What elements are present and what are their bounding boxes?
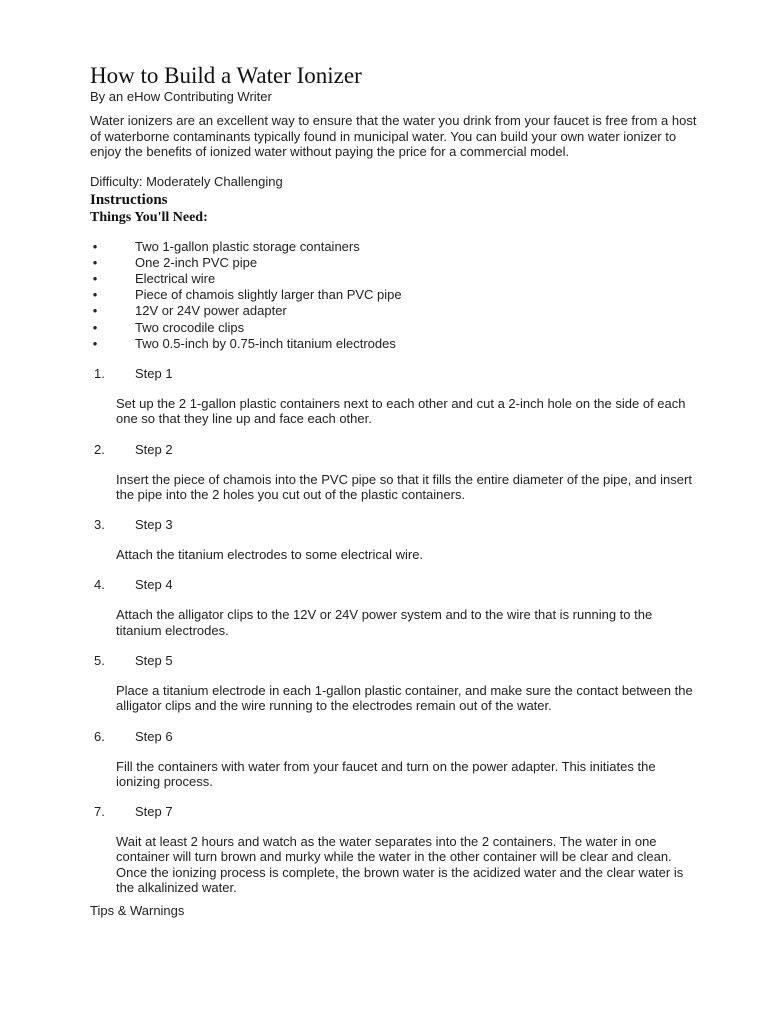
intro-paragraph: Water ionizers are an excellent way to ensure that the water you drink from your faucet is free from a host of waterborne contaminants typically found in municipal water. You can build your own water ionizer to enjoy the benefits of ionized water without paying the price for a commercial model. — [90, 113, 697, 159]
step-label: Step 4 — [135, 577, 173, 593]
list-item-text: Electrical wire — [135, 270, 216, 286]
step-header — [90, 653, 700, 669]
step-item-7 — [90, 804, 700, 895]
tips-heading: Tips & Warnings — [90, 903, 185, 919]
step-number: 1. — [94, 365, 105, 381]
step-header — [90, 517, 700, 533]
step-header — [90, 442, 700, 458]
step-item-5 — [90, 653, 700, 714]
bullet-icon: • — [92, 303, 98, 319]
bullet-icon: • — [92, 319, 98, 335]
step-number: 4. — [94, 577, 105, 593]
step-header — [90, 804, 700, 820]
list-item-text: Piece of chamois slightly larger than PVC pipe — [135, 287, 402, 303]
step-item-4 — [90, 577, 700, 638]
list-item-text: 12V or 24V power adapter — [135, 303, 287, 319]
list-item-text: Two 0.5-inch by 0.75-inch titanium electrodes — [135, 335, 396, 351]
list-item — [90, 320, 700, 336]
list-item-text: Two crocodile clips — [135, 319, 245, 335]
step-label: Step 1 — [135, 365, 173, 381]
step-label: Step 5 — [135, 653, 173, 668]
things-needed-heading: Things You'll Need: — [90, 209, 208, 225]
step-label: Step 3 — [135, 517, 173, 533]
step-number: 5. — [94, 653, 105, 668]
step-header — [90, 577, 700, 593]
list-item — [90, 271, 700, 287]
step-header — [90, 729, 700, 745]
step-number: 3. — [94, 517, 105, 533]
instructions-heading: Instructions — [90, 191, 168, 208]
step-label: Step 7 — [135, 804, 173, 820]
document-page — [90, 62, 700, 919]
byline: By an eHow Contributing Writer — [90, 89, 272, 104]
list-item — [90, 336, 700, 352]
step-text: Set up the 2 1-gallon plastic containers next to each other and cut a 2-inch hole on the side of each one so that they line up and face each other. — [116, 395, 686, 427]
list-item — [90, 239, 700, 255]
step-text: Attach the alligator clips to the 12V or 24V power system and to the wire that is running to the titanium electrodes. — [116, 607, 653, 638]
step-label: Step 2 — [135, 441, 173, 457]
step-header — [90, 366, 700, 382]
step-item-6 — [90, 729, 700, 790]
steps-list — [90, 366, 700, 895]
bullet-icon: • — [92, 270, 98, 286]
step-number: 6. — [94, 728, 105, 744]
step-text: Attach the titanium electrodes to some electrical wire. — [116, 547, 424, 563]
difficulty-line: Difficulty: Moderately Challenging — [90, 173, 283, 189]
step-number: 7. — [94, 804, 105, 820]
step-text: Insert the piece of chamois into the PVC pipe so that it fills the entire diameter of the pipe, and insert the pipe into the 2 holes you cut out of the plastic containers. — [116, 471, 692, 502]
list-item-text: Two 1-gallon plastic storage containers — [135, 238, 360, 254]
bullet-icon: • — [92, 287, 98, 303]
bullet-icon: • — [92, 335, 98, 351]
bullet-icon: • — [92, 238, 98, 254]
step-label: Step 6 — [135, 728, 173, 744]
things-needed-list — [90, 239, 700, 352]
bullet-icon: • — [92, 254, 98, 270]
step-item-2 — [90, 442, 700, 503]
list-item — [90, 255, 700, 271]
step-item-1 — [90, 366, 700, 427]
step-text: Wait at least 2 hours and watch as the water separates into the 2 containers. The water in one container will turn brown and murky while the water in the other container will be clear and clean. Once the ionizing process is complete, the brown water is the acidized water and the clear water is the alkalinized water. — [116, 834, 684, 896]
list-item — [90, 303, 700, 319]
list-item-text: One 2-inch PVC pipe — [135, 254, 258, 270]
list-item — [90, 287, 700, 303]
page-title: How to Build a Water Ionizer — [90, 63, 362, 88]
step-number: 2. — [94, 441, 105, 457]
step-item-3 — [90, 517, 700, 562]
step-text: Place a titanium electrode in each 1-gallon plastic container, and make sure the contact between the alligator clips and the wire running to the electrodes remain out of the water. — [116, 683, 693, 714]
step-text: Fill the containers with water from your faucet and turn on the power adapter. This initiates the ionizing process. — [116, 758, 656, 789]
